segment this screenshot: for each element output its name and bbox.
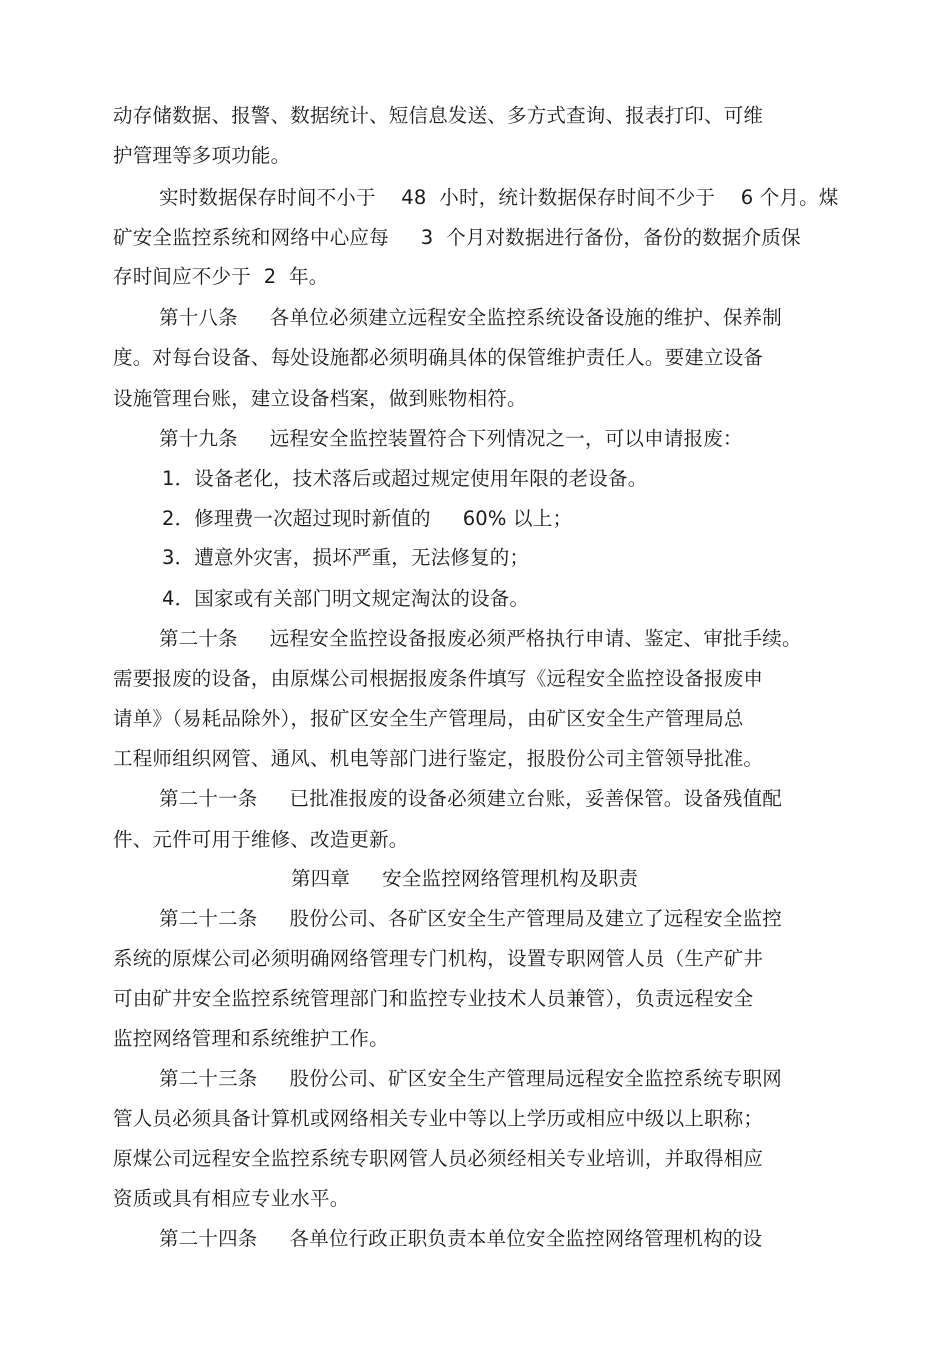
text-line: 存时间应不少于 2 年。 xyxy=(113,265,329,288)
text-line: 工程师组织网管、通风、机电等部门进行鉴定，报股份公司主管领导批准。 xyxy=(113,747,764,770)
text-line: 资质或具有相应专业水平。 xyxy=(113,1187,350,1210)
article-19-heading: 第十九条 远程安全监控装置符合下列情况之一，可以申请报废： xyxy=(159,427,743,450)
chapter-heading: 第四章 安全监控网络管理机构及职责 xyxy=(291,867,639,890)
article-18-heading: 第十八条 各单位必须建立远程安全监控系统设备设施的维护、保养制 xyxy=(159,306,782,329)
text-line: 度。对每台设备、每处设施都必须明确具体的保管维护责任人。要建立设备 xyxy=(113,346,764,369)
list-item: 4．国家或有关部门明文规定淘汰的设备。 xyxy=(162,587,530,610)
text-line: 管人员必须具备计算机或网络相关专业中等以上学历或相应中级以上职称； xyxy=(113,1107,764,1130)
text-line: 请单》（易耗品除外），报矿区安全生产管理局，由矿区安全生产管理局总 xyxy=(113,707,744,730)
article-23-heading: 第二十三条 股份公司、矿区安全生产管理局远程安全监控系统专职网 xyxy=(159,1067,782,1090)
text-line: 动存储数据、报警、数据统计、短信息发送、多方式查询、报表打印、可维 xyxy=(113,104,764,127)
text-line: 原煤公司远程安全监控系统专职网管人员必须经相关专业培训，并取得相应 xyxy=(113,1147,764,1170)
text-line: 实时数据保存时间不小于 48 小时，统计数据保存时间不少于 6 个月。煤 xyxy=(159,186,839,209)
article-22-heading: 第二十二条 股份公司、各矿区安全生产管理局及建立了远程安全监控 xyxy=(159,907,782,930)
text-line: 护管理等多项功能。 xyxy=(113,144,291,167)
text-line: 设施管理台账，建立设备档案，做到账物相符。 xyxy=(113,387,527,410)
article-20-heading: 第二十条 远程安全监控设备报废必须严格执行申请、鉴定、审批手续。 xyxy=(159,627,802,650)
text-line: 矿安全监控系统和网络中心应每 3 个月对数据进行备份，备份的数据介质保 xyxy=(113,226,801,249)
list-item: 2．修理费一次超过现时新值的 60% 以上； xyxy=(162,507,573,530)
article-24-heading: 第二十四条 各单位行政正职负责本单位安全监控网络管理机构的设 xyxy=(159,1227,763,1250)
text-line: 可由矿井安全监控系统管理部门和监控专业技术人员兼管），负责远程安全 xyxy=(113,987,754,1010)
text-line: 系统的原煤公司必须明确网络管理专门机构，设置专职网管人员（生产矿井 xyxy=(113,947,764,970)
article-21-heading: 第二十一条 已批准报废的设备必须建立台账，妥善保管。设备残值配 xyxy=(159,787,782,810)
text-line: 件、元件可用于维修、改造更新。 xyxy=(113,828,409,851)
text-line: 需要报废的设备，由原煤公司根据报废条件填写《远程安全监控设备报废申 xyxy=(113,667,764,690)
text-line: 监控网络管理和系统维护工作。 xyxy=(113,1027,389,1050)
list-item: 3．遭意外灾害，损坏严重，无法修复的； xyxy=(162,546,530,569)
list-item: 1．设备老化，技术落后或超过规定使用年限的老设备。 xyxy=(162,467,648,490)
